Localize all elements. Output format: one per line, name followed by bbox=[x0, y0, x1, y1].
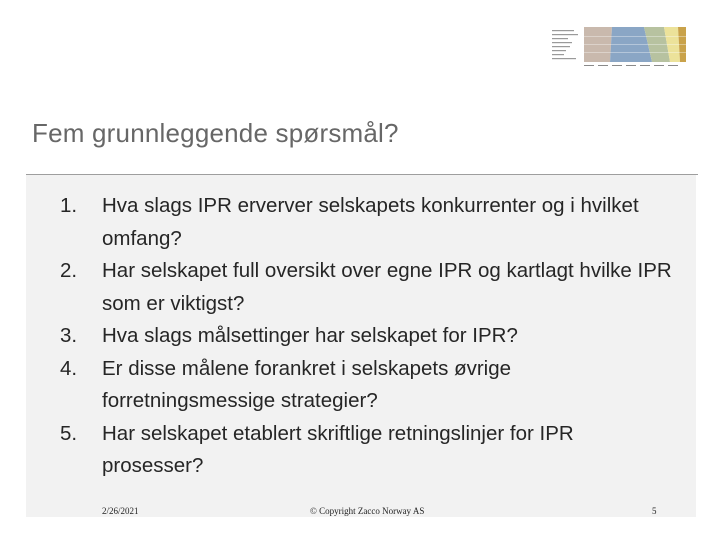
slide-title: Fem grunnleggende spørsmål? bbox=[32, 118, 399, 148]
list-text: Hva slags målsettinger har selskapet for IPR? bbox=[102, 324, 518, 347]
list-item bbox=[60, 353, 680, 418]
footer-page-number: 5 bbox=[652, 506, 657, 516]
footer-copyright: © Copyright Zacco Norway AS bbox=[310, 506, 425, 516]
footer-date: 2/26/2021 bbox=[102, 506, 139, 516]
list-item bbox=[60, 320, 680, 353]
list-number: 2. bbox=[60, 259, 78, 282]
list-text: Er disse målene forankret i selskapets øvrige forretningsmessige strategier? bbox=[102, 356, 512, 412]
chart-thumbnail-image bbox=[552, 24, 692, 70]
list-item bbox=[60, 418, 680, 483]
list-number: 5. bbox=[60, 421, 78, 445]
list-text: Har selskapet full oversikt over egne IPR og kartlagt hvilke IPR som er viktigst? bbox=[102, 259, 672, 315]
list-text: Hva slags IPR erverver selskapets konkurrenter og i hvilket omfang? bbox=[102, 194, 639, 250]
list-number: 1. bbox=[60, 194, 78, 217]
list-item bbox=[60, 255, 680, 320]
list-text: Har selskapet etablert skriftlige retningslinjer for IPR prosesser? bbox=[102, 421, 574, 477]
list-item bbox=[60, 190, 680, 255]
question-list bbox=[60, 190, 680, 483]
list-number: 4. bbox=[60, 356, 78, 380]
list-number: 3. bbox=[60, 324, 78, 347]
